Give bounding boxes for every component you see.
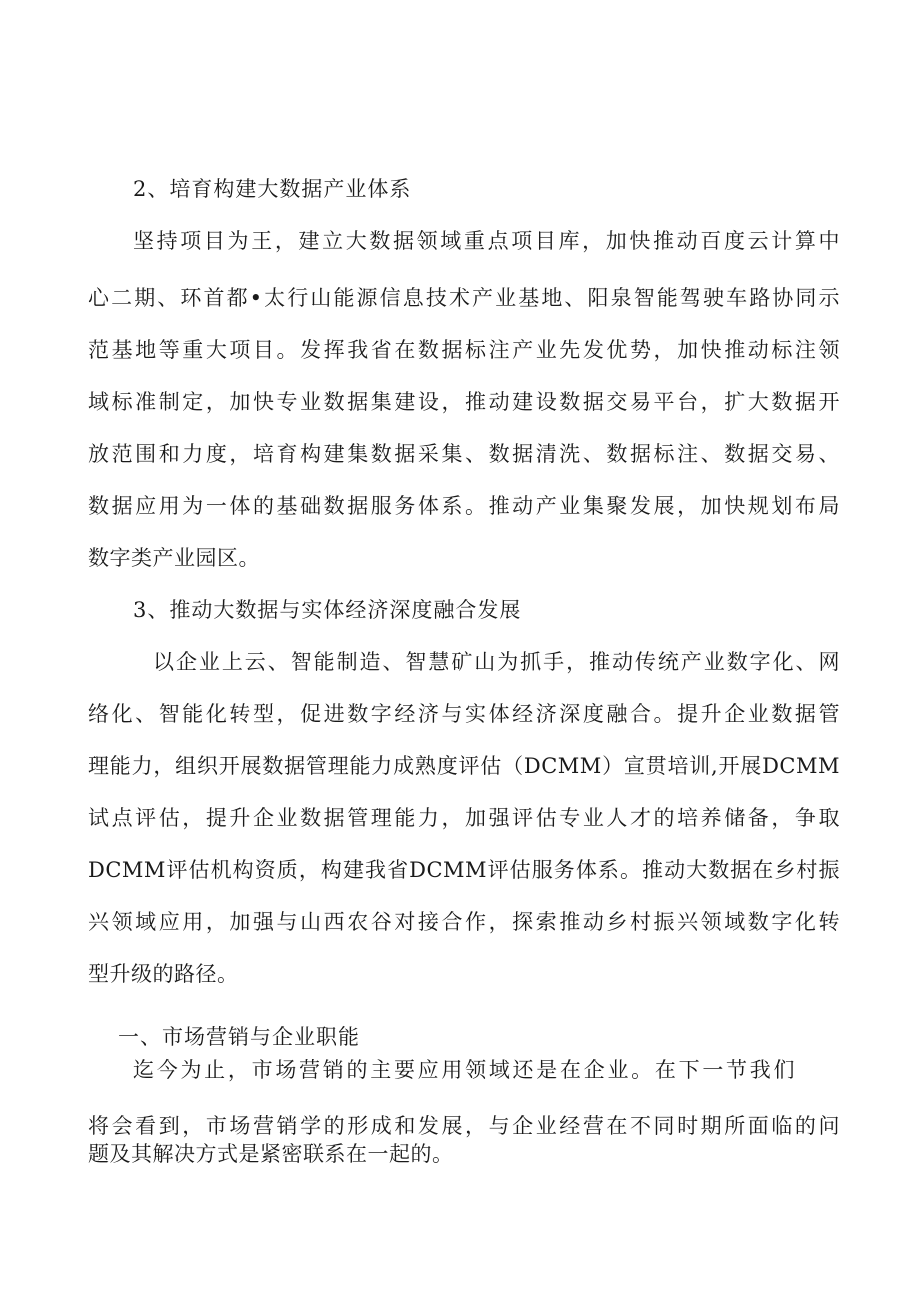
paragraph-line: 放范围和力度，培育构建集数据采集、数据清洗、数据标注、数据交易、 [88,442,840,466]
paragraph-line: 理能力，组织开展数据管理能力成熟度评估（DCMM）宣贯培训,开展DCMM [88,754,840,778]
paragraph-line: 试点评估，提升企业数据管理能力，加强评估专业人才的培养储备，争取 [88,806,840,830]
paragraph-line: 范基地等重大项目。发挥我省在数据标注产业先发优势，加快推动标注领 [88,338,840,362]
paragraph-line: 域标准制定，加快专业数据集建设，推动建设数据交易平台，扩大数据开 [88,390,840,414]
paragraph-line: 数据应用为一体的基础数据服务体系。推动产业集聚发展，加快规划布局 [88,494,840,518]
section-heading: 3、推动大数据与实体经济深度融合发展 [133,598,522,622]
section-heading: 2、培育构建大数据产业体系 [133,177,412,201]
paragraph-line: 心二期、环首都•太行山能源信息技术产业基地、阳泉智能驾驶车路协同示 [88,286,840,310]
section-heading: 一、市场营销与企业职能 [118,1025,360,1049]
paragraph-line: 迄今为止，市场营销的主要应用领域还是在企业。在下一节我们 [133,1058,795,1082]
paragraph-line: 以企业上云、智能制造、智慧矿山为抓手，推动传统产业数字化、网 [153,650,840,674]
paragraph-line: 题及其解决方式是紧密联系在一起的。 [88,1142,454,1166]
paragraph-line: 络化、智能化转型，促进数字经济与实体经济深度融合。提升企业数据管 [88,702,840,726]
paragraph-line: DCMM评估机构资质，构建我省DCMM评估服务体系。推动大数据在乡村振 [88,858,840,882]
paragraph-line: 兴领域应用，加强与山西农谷对接合作，探索推动乡村振兴领域数字化转 [88,910,840,934]
paragraph-line: 型升级的路径。 [88,962,239,986]
paragraph-line: 坚持项目为王，建立大数据领域重点项目库，加快推动百度云计算中 [133,229,840,253]
paragraph-line: 将会看到，市场营销学的形成和发展，与企业经营在不同时期所面临的问 [88,1114,840,1138]
paragraph-line: 数字类产业园区。 [88,546,260,570]
